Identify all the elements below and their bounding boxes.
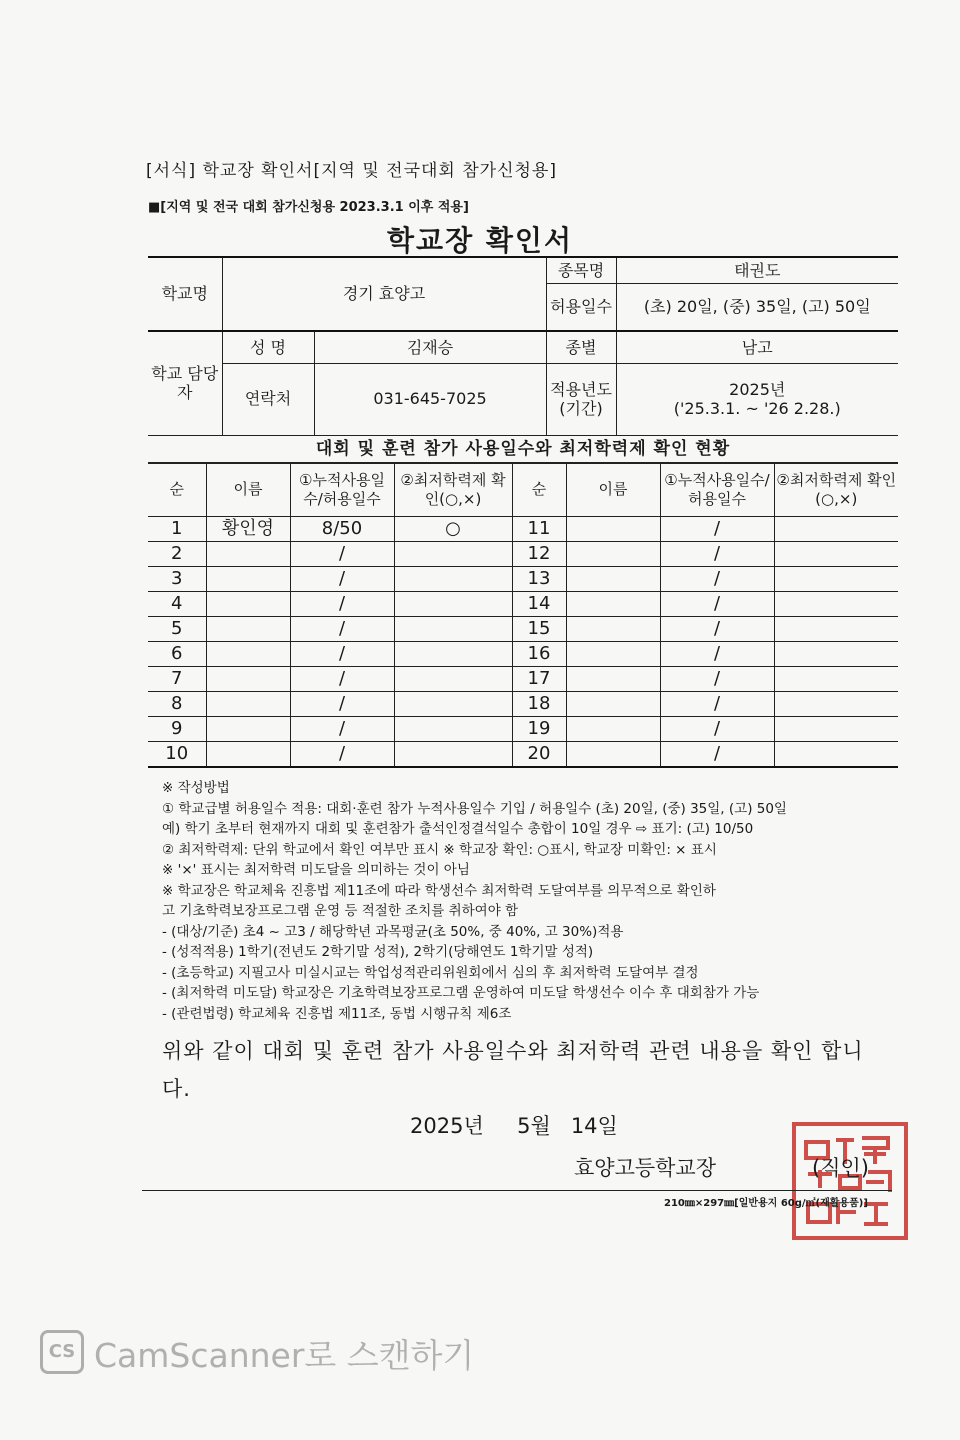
min-academic-check (394, 692, 512, 717)
contact-label: 연락처 (222, 363, 314, 435)
days-used: / (660, 592, 774, 617)
student-name: 황인영 (206, 517, 290, 542)
instruction-line: - (성적적용) 1학기(전년도 2학기말 성적), 2학기(당해연도 1학기말 성적) (162, 944, 594, 960)
apply-note: ■[지역 및 전국 대회 참가신청용 2023.3.1 이후 적용] (148, 200, 469, 215)
student-name (566, 592, 660, 617)
student-name (566, 742, 660, 768)
row-number: 12 (512, 542, 566, 567)
student-name (566, 517, 660, 542)
days-used: / (290, 692, 394, 717)
column-header-name: 이름 (566, 464, 660, 517)
min-academic-check (774, 617, 898, 642)
student-name (566, 542, 660, 567)
period-year: 2025년 (729, 379, 786, 399)
min-academic-check (774, 742, 898, 768)
days-used: / (660, 642, 774, 667)
days-used: / (290, 742, 394, 768)
instruction-line: - (최저학력 미도달) 학교장은 기초학력보장프로그램 운영하여 미도달 학생선수 이수 후 대회참가 가능 (162, 985, 760, 1001)
school-info-table (148, 256, 898, 436)
student-name (566, 692, 660, 717)
min-academic-check (774, 667, 898, 692)
days-used: / (660, 717, 774, 742)
camscanner-watermark: CamScanner로 스캔하기 (94, 1336, 475, 1375)
instruction-line: - (관련법령) 학교체육 진흥법 제11조, 동법 시행규칙 제6조 (162, 1005, 512, 1022)
row-number: 18 (512, 692, 566, 717)
column-header-min-academic: ②최저학력제 확인(○,×) (774, 464, 898, 517)
table-row (148, 592, 898, 617)
instruction-line: - (대상/기준) 초4 ~ 고3 / 해당학년 과목평균(초 50%, 중 40%, 고 30%)적용 (162, 923, 624, 940)
days-used: / (660, 742, 774, 768)
days-used: / (290, 567, 394, 592)
paper-spec-note: 210㎜×297㎜[일반용지 60g/㎡(재활용품)] (664, 1198, 868, 1209)
min-academic-check (774, 592, 898, 617)
row-number: 1 (148, 517, 206, 542)
row-number: 7 (148, 667, 206, 692)
student-name (566, 717, 660, 742)
min-academic-check (774, 542, 898, 567)
student-name (206, 542, 290, 567)
days-used: / (660, 517, 774, 542)
student-name (206, 642, 290, 667)
manager-name-label: 성 명 (222, 331, 314, 363)
min-academic-check (394, 567, 512, 592)
table-row (148, 642, 898, 667)
instruction-line: ※ '×' 표시는 최저학력 미도달을 의미하는 것이 아님 (162, 862, 470, 878)
form-label: [서식] 학교장 확인서[지역 및 전국대회 참가신청용] (146, 161, 557, 181)
table-row (148, 542, 898, 567)
min-academic-check (774, 567, 898, 592)
writing-instructions (162, 778, 902, 1024)
student-name (206, 592, 290, 617)
table-row (148, 717, 898, 742)
min-academic-check (774, 517, 898, 542)
min-academic-check (774, 692, 898, 717)
student-name (206, 667, 290, 692)
row-number: 3 (148, 567, 206, 592)
period-value (616, 363, 898, 435)
column-header-min-academic: ②최저학력제 확인(○,×) (394, 464, 512, 517)
student-name (566, 642, 660, 667)
student-name (206, 742, 290, 768)
row-number: 19 (512, 717, 566, 742)
min-academic-check (394, 592, 512, 617)
column-header-days: ①누적사용일수/허용일수 (660, 464, 774, 517)
min-academic-check (774, 717, 898, 742)
gender-label: 종별 (546, 331, 616, 363)
days-used: / (290, 642, 394, 667)
participation-status-table (148, 463, 898, 768)
days-used: 8/50 (290, 517, 394, 542)
bottom-divider (142, 1190, 892, 1191)
sport-value: 태권도 (616, 257, 898, 283)
student-name (206, 717, 290, 742)
instruction-line: ② 최저학력제: 단위 학교에서 확인 여부만 표시 ※ 학교장 확인: ○표시, 학교장 미확인: × 표시 (162, 841, 717, 858)
days-used: / (290, 542, 394, 567)
allowed-days-value: (초) 20일, (중) 35일, (고) 50일 (616, 283, 898, 331)
min-academic-check (394, 717, 512, 742)
row-number: 14 (512, 592, 566, 617)
days-used: / (290, 592, 394, 617)
instruction-line: ① 학교급별 허용일수 적용: 대회·훈련 참가 누적사용일수 기입 / 허용일수 (초) 20일, (중) 35일, (고) 50일 (162, 800, 787, 817)
camscanner-logo-icon: CS (40, 1330, 84, 1374)
min-academic-check (394, 642, 512, 667)
student-name (566, 617, 660, 642)
row-number: 16 (512, 642, 566, 667)
row-number: 6 (148, 642, 206, 667)
row-number: 13 (512, 567, 566, 592)
row-number: 4 (148, 592, 206, 617)
days-used: / (290, 617, 394, 642)
student-name (566, 567, 660, 592)
issue-date (410, 1110, 618, 1140)
row-number: 8 (148, 692, 206, 717)
document-title: 학교장 확인서 (386, 224, 574, 257)
days-used: / (660, 692, 774, 717)
row-number: 15 (512, 617, 566, 642)
signer-name: 효양고등학교장 (574, 1156, 717, 1180)
period-range: ('25.3.1. ~ '26 2.28.) (673, 399, 841, 418)
date-month: 5월 (517, 1114, 551, 1138)
row-number: 10 (148, 742, 206, 768)
table-row (148, 517, 898, 542)
sport-label: 종목명 (546, 257, 616, 283)
column-header-name: 이름 (206, 464, 290, 517)
student-name (566, 667, 660, 692)
table-row (148, 692, 898, 717)
instruction-line: ※ 작성방법 (162, 780, 230, 796)
student-name (206, 692, 290, 717)
instruction-line: ※ 학교장은 학교체육 진흥법 제11조에 따라 학생선수 최저학력 도달여부를 의무적으로 확인하 (162, 882, 716, 899)
date-year: 2025년 (410, 1114, 484, 1138)
days-used: / (290, 667, 394, 692)
row-number: 5 (148, 617, 206, 642)
days-used: / (660, 617, 774, 642)
allowed-days-label: 허용일수 (546, 283, 616, 331)
row-number: 2 (148, 542, 206, 567)
confirmation-statement: 위와 같이 대회 및 훈련 참가 사용일수와 최저학력 관련 내용을 확인 합니다. (162, 1039, 864, 1101)
row-number: 17 (512, 667, 566, 692)
student-name (206, 617, 290, 642)
period-label: 적용년도 (기간) (546, 363, 616, 435)
min-academic-check (394, 667, 512, 692)
instruction-line: - (초등학교) 지필고사 미실시교는 학업성적관리위원회에서 심의 후 최저학력 도달여부 결정 (162, 964, 699, 981)
days-used: / (290, 717, 394, 742)
row-number: 20 (512, 742, 566, 768)
column-header-days: ①누적사용일수/허용일수 (290, 464, 394, 517)
column-header-no: 순 (148, 464, 206, 517)
instruction-line: 예) 학기 초부터 현재까지 대회 및 훈련참가 출석인정결석일수 총합이 10일 경우 ⇨ 표기: (고) 10/50 (162, 821, 754, 837)
days-used: / (660, 542, 774, 567)
date-day: 14일 (570, 1114, 618, 1138)
table-row (148, 567, 898, 592)
contact-value: 031-645-7025 (314, 363, 546, 435)
column-header-no: 순 (512, 464, 566, 517)
min-academic-check (774, 642, 898, 667)
table-row (148, 742, 898, 768)
days-used: / (660, 667, 774, 692)
days-used: / (660, 567, 774, 592)
instruction-line: 고 기초학력보장프로그램 운영 등 적절한 조치를 취하여야 함 (162, 903, 519, 919)
min-academic-check (394, 742, 512, 768)
row-number: 9 (148, 717, 206, 742)
gender-value: 남고 (616, 331, 898, 363)
school-manager-label: 학교 담당자 (148, 331, 222, 435)
school-name-value: 경기 효양고 (222, 257, 546, 331)
school-name-label: 학교명 (148, 257, 222, 331)
status-section-title: 대회 및 훈련 참가 사용일수와 최저학력제 확인 현황 (148, 436, 898, 463)
table-row (148, 667, 898, 692)
manager-name-value: 김재승 (314, 331, 546, 363)
seal-label: (직인) (812, 1156, 869, 1180)
min-academic-check (394, 617, 512, 642)
student-name (206, 567, 290, 592)
table-row (148, 617, 898, 642)
row-number: 11 (512, 517, 566, 542)
min-academic-check: ○ (394, 517, 512, 542)
min-academic-check (394, 542, 512, 567)
